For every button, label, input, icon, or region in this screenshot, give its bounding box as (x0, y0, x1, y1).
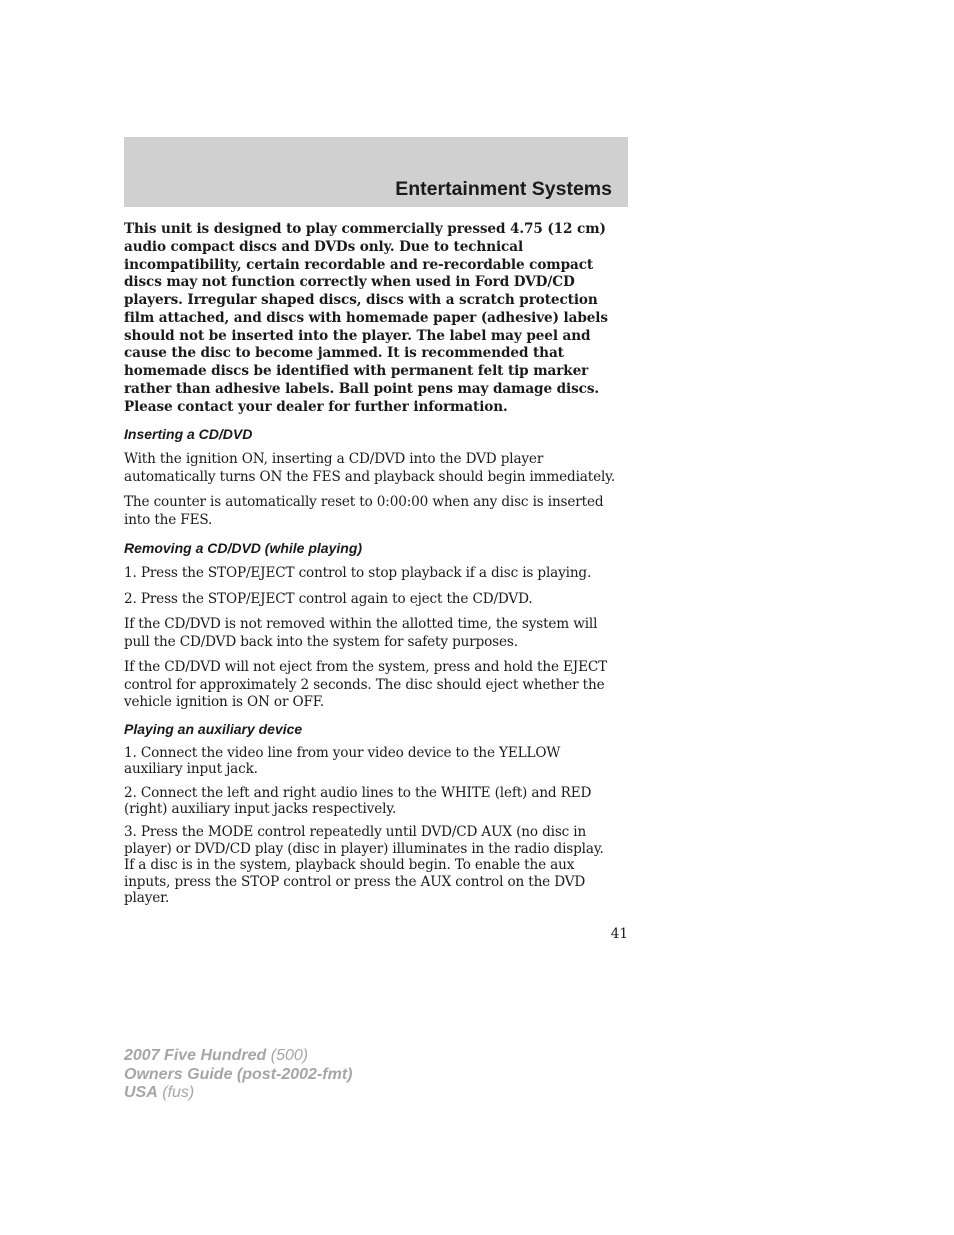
paragraph: The counter is automatically reset to 0:00:00 when any disc is inserted into the FES. (124, 494, 604, 528)
page-content (124, 221, 628, 906)
paragraph: 2. Press the STOP/EJECT control again to eject the CD/DVD. (124, 590, 533, 607)
footer-line-market (124, 1084, 352, 1103)
paragraph: 3. Press the MODE control repeatedly until DVD/CD AUX (no disc in player) or DVD/CD play (disc in player) illuminates in the radio display. If a disc is in the system, playback should begin. To enable the aux inputs, press the STOP control or press the AUX control on the DVD player. (124, 824, 604, 906)
page-number: 41 (610, 926, 628, 942)
section-removing (124, 539, 628, 712)
footer-guide-name: Owners Guide (post-2002-fmt) (124, 1065, 353, 1083)
section-auxiliary (124, 720, 628, 907)
paragraph: 1. Press the STOP/EJECT control to stop playback if a disc is playing. (124, 565, 592, 582)
section-title: Entertainment Systems (395, 178, 612, 200)
paragraph: If the CD/DVD is not removed within the allotted time, the system will pull the CD/DVD back into the system for safety purposes. (124, 616, 598, 650)
document-footer (124, 1047, 352, 1103)
section-heading-auxiliary: Playing an auxiliary device (124, 720, 303, 737)
footer-line-guide (124, 1066, 352, 1085)
section-inserting (124, 425, 628, 529)
footer-model-code: (500) (270, 1047, 309, 1064)
paragraph: 2. Connect the left and right audio lines to the WHITE (left) and RED (right) auxiliary input jacks respectively. (124, 784, 592, 817)
disc-warning-text: This unit is designed to play commercially pressed 4.75 (12 cm) audio compact discs and DVDs only. Due to technical incompatibility, certain recordable and re-recordable compact discs may not function correctly when used in Ford DVD/CD players. Irregular shaped discs, discs with a scratch protection film attached, and discs with homemade paper (adhesive) labels should not be inserted into the player. The label may peel and cause the disc to become jammed. It is recommended that homemade discs be identified with permanent felt tip marker rather than adhesive labels. Ball point pens may damage discs. Please contact your dealer for further information. (124, 221, 608, 415)
paragraph: 1. Connect the video line from your video device to the YELLOW auxiliary input jack. (124, 744, 561, 778)
section-header-band (124, 137, 628, 207)
section-heading-inserting: Inserting a CD/DVD (124, 426, 253, 443)
footer-model-name: 2007 Five Hundred (124, 1047, 267, 1064)
paragraph: With the ignition ON, inserting a CD/DVD into the DVD player automatically turns ON the FES and playback should begin immediately. (124, 451, 616, 485)
paragraph: If the CD/DVD will not eject from the system, press and hold the EJECT control for approximately 2 seconds. The disc should eject whether the vehicle ignition is ON or OFF. (124, 659, 608, 711)
section-heading-removing: Removing a CD/DVD (while playing) (124, 540, 363, 557)
footer-line-model (124, 1047, 352, 1066)
footer-market-code: (fus) (162, 1084, 195, 1101)
footer-market-name: USA (124, 1084, 158, 1101)
